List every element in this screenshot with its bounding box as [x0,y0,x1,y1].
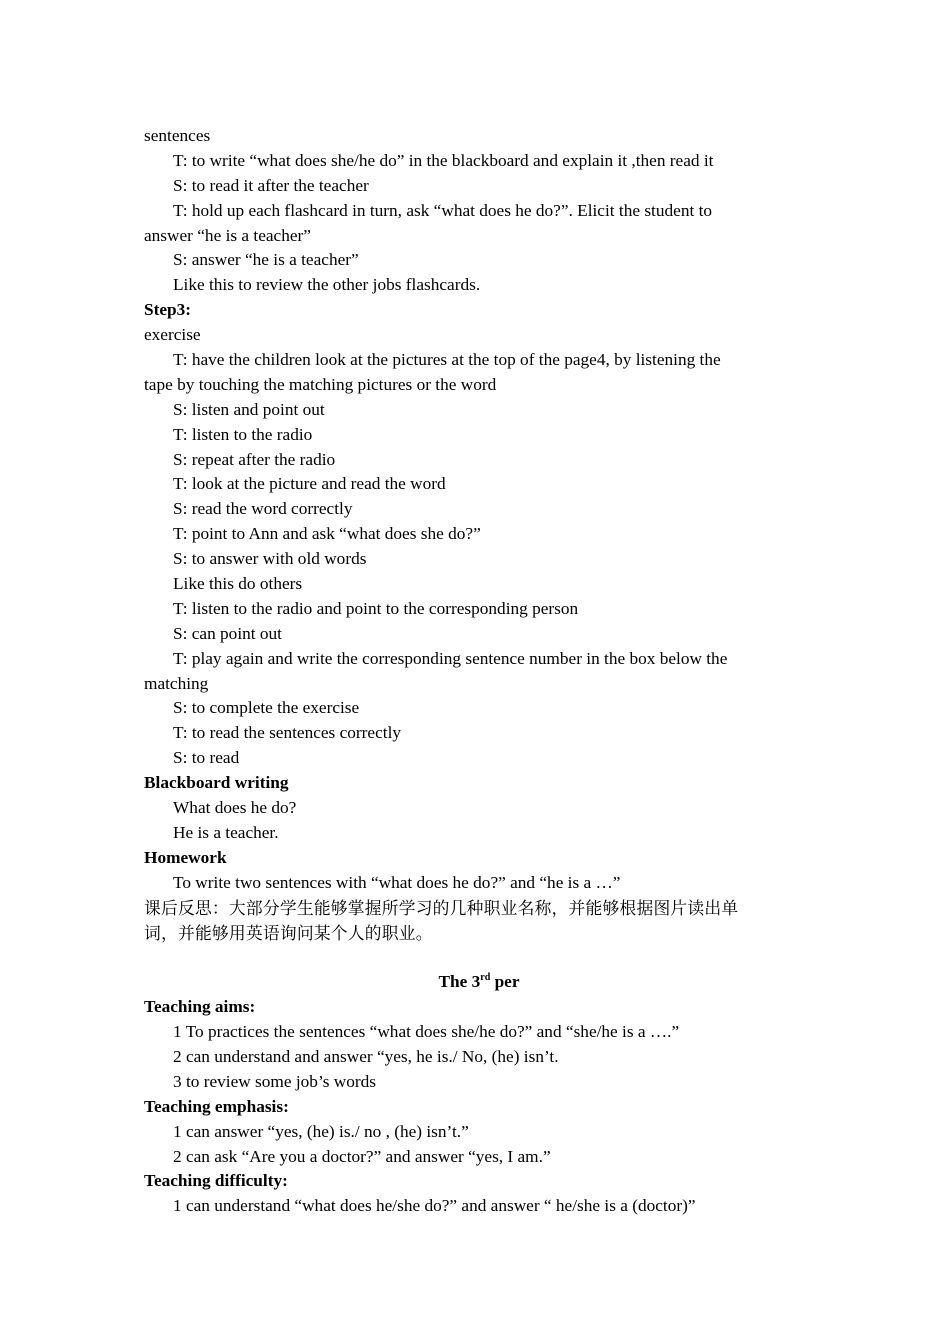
section-heading: Step3: [144,300,192,320]
lesson-steps-section [144,124,814,896]
text-line: 2 can understand and answer “yes, he is./ No, (he) isn’t. [173,1046,559,1066]
text-line: Like this to review the other jobs flashcards. [173,275,481,295]
text-line: 1 can understand “what does he/she do?” and answer “ he/she is a (doctor)” [173,1196,696,1216]
text-line: 1 can answer “yes, (he) is./ no , (he) isn’t.” [173,1121,469,1141]
reflection-line-2: 词，并能够用英语询问某个人的职业。 [144,922,433,943]
text-line: 3 to review some job’s words [173,1071,377,1091]
text-line: exercise [144,325,201,345]
section-title-prefix: The 3 [438,972,481,992]
blank-line [144,945,814,970]
text-line: S: repeat after the radio [173,449,336,469]
text-line: S: to read [173,748,240,768]
text-line: S: to complete the exercise [173,698,360,718]
section-title-ordinal: rd [480,971,491,983]
text-line: T: to write “what does she/he do” in the blackboard and explain it ,then read it [173,150,714,170]
text-line: S: to answer with old words [173,549,367,569]
text-line: T: have the children look at the pictures at the top of the page4, by listening the [173,350,721,370]
reflection-block [144,896,814,946]
text-line: T: play again and write the corresponding sentence number in the box below the [173,648,728,668]
section-heading: Teaching difficulty: [144,1171,288,1191]
text-line: Like this do others [173,574,303,594]
text-line: T: point to Ann and ask “what does she do?” [173,524,481,544]
text-line: matching [144,673,209,693]
text-line: T: listen to the radio [173,424,313,444]
text-line: S: listen and point out [173,399,325,419]
text-line: T: listen to the radio and point to the corresponding person [173,598,579,618]
section-heading: Homework [144,847,227,867]
section-heading: Teaching aims: [144,997,256,1017]
section-heading: Blackboard writing [144,773,289,793]
text-line: T: look at the picture and read the word [173,474,446,494]
text-line: 1 To practices the sentences “what does she/he do?” and “she/he is a ….” [173,1022,680,1042]
text-line: 2 can ask “Are you a doctor?” and answer “yes, I am.” [173,1146,551,1166]
text-line: sentences [144,126,211,145]
section-title-suffix: per [490,972,520,992]
reflection-line-1: 课后反思：大部分学生能够掌握所学习的几种职业名称，并能够根据图片读出单 [144,897,739,918]
section-title [144,970,814,995]
text-line: To write two sentences with “what does he do?” and “he is a …” [173,872,621,892]
text-line: tape by touching the matching pictures or the word [144,374,497,394]
text-line: S: read the word correctly [173,499,353,519]
text-line: He is a teacher. [173,822,279,842]
text-line: S: to read it after the teacher [173,175,369,195]
document-page [144,124,814,1219]
text-line: S: can point out [173,623,282,643]
text-line: T: hold up each flashcard in turn, ask “what does he do?”. Elicit the student to [173,200,713,220]
section-heading: Teaching emphasis: [144,1096,289,1116]
text-line: What does he do? [173,798,297,818]
text-line: T: to read the sentences correctly [173,723,402,743]
teaching-goals-section [144,995,814,1219]
text-line: S: answer “he is a teacher” [173,250,359,270]
text-line: answer “he is a teacher” [144,225,311,245]
